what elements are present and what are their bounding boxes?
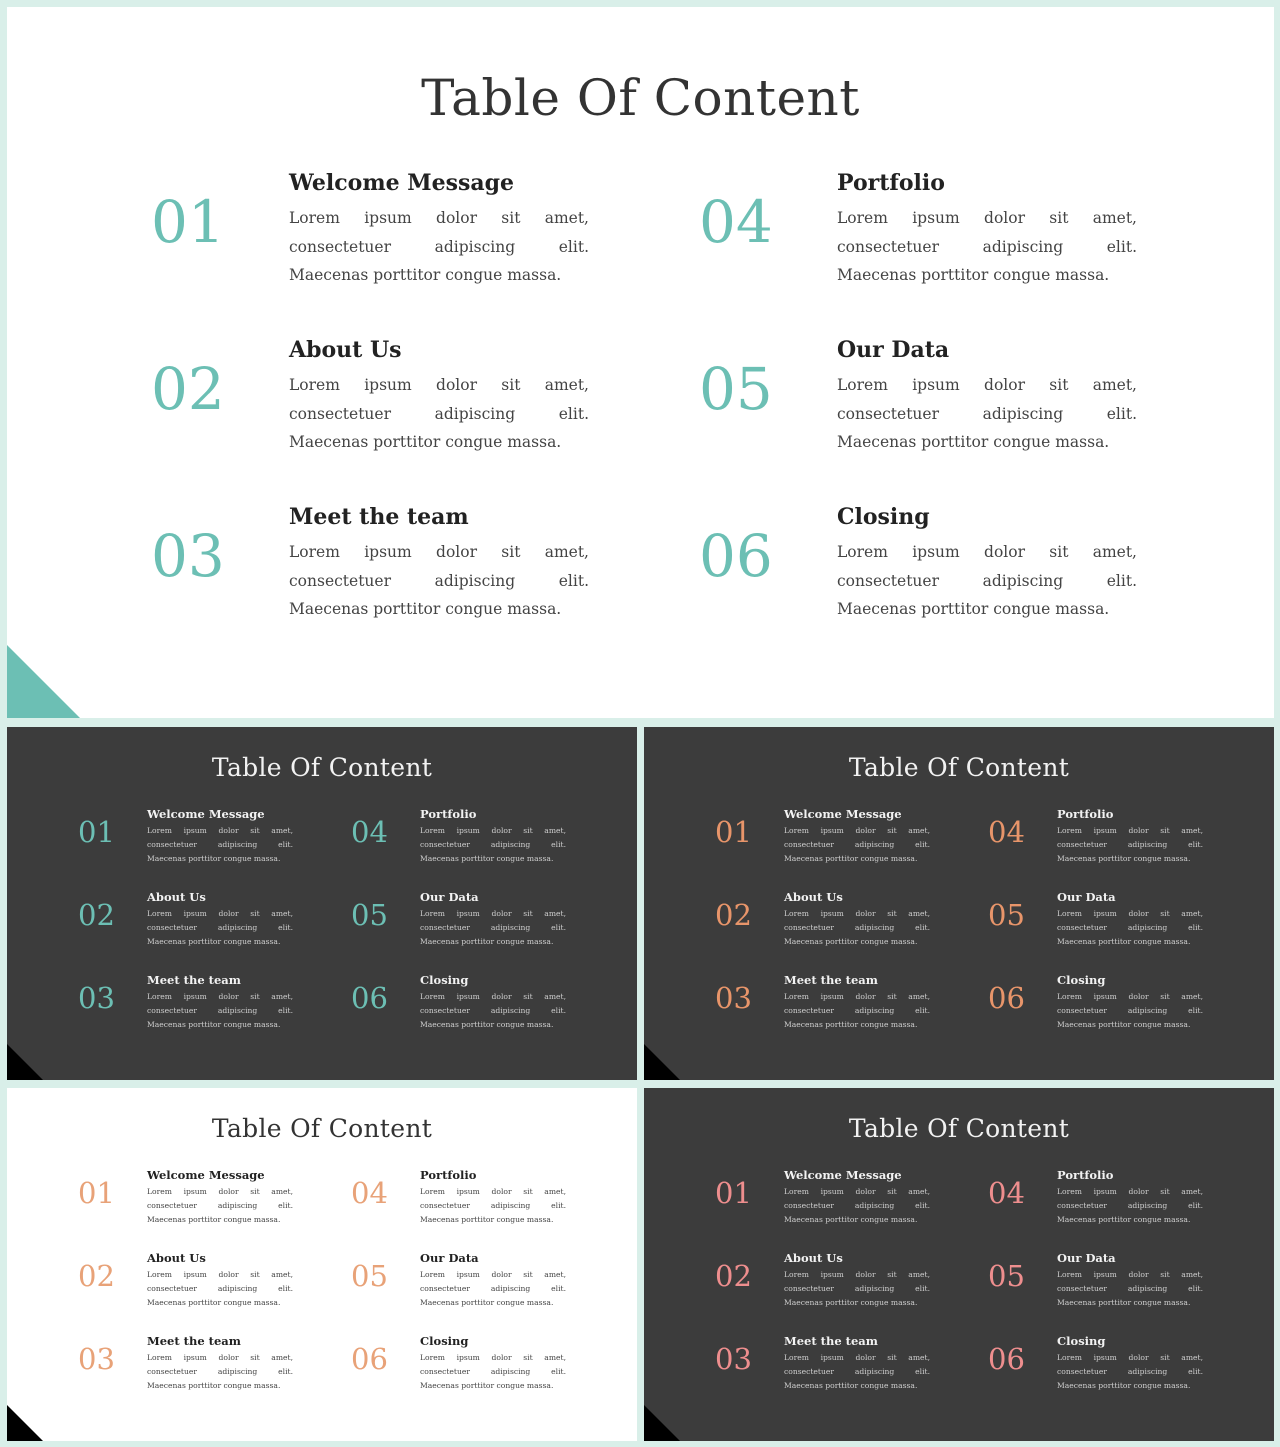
item-description: Lorem ipsum dolor sit amet, consectetuer adipiscing elit. Maecenas porttitor congue massa. [1057, 992, 1203, 1029]
slide-main [7, 7, 1274, 718]
item-description: Lorem ipsum dolor sit amet, consectetuer adipiscing elit. Maecenas porttitor congue massa. [420, 992, 566, 1029]
toc-item-2 [78, 890, 348, 960]
toc-item-5 [988, 1251, 1258, 1321]
item-heading: Portfolio [837, 170, 945, 196]
item-heading: Welcome Message [784, 1168, 902, 1182]
item-description: Lorem ipsum dolor sit amet, consectetuer adipiscing elit. Maecenas porttitor congue massa. [1057, 1187, 1203, 1224]
item-description: Lorem ipsum dolor sit amet, consectetuer adipiscing elit. Maecenas porttitor congue massa. [289, 209, 589, 284]
item-description: Lorem ipsum dolor sit amet, consectetuer adipiscing elit. Maecenas porttitor congue massa. [147, 1353, 293, 1390]
item-number: 04 [699, 188, 773, 256]
toc-item-6 [699, 504, 1219, 644]
item-number: 05 [988, 898, 1025, 932]
slide-dark-orange [644, 727, 1274, 1080]
corner-triangle-decoration [7, 1405, 43, 1441]
toc-item-1 [78, 807, 348, 877]
item-description: Lorem ipsum dolor sit amet, consectetuer adipiscing elit. Maecenas porttitor congue massa. [147, 1270, 293, 1307]
item-description: Lorem ipsum dolor sit amet, consectetuer adipiscing elit. Maecenas porttitor congue massa. [420, 1353, 566, 1390]
slide-title: Table Of Content [421, 69, 860, 127]
item-description: Lorem ipsum dolor sit amet, consectetuer adipiscing elit. Maecenas porttitor congue massa. [420, 1187, 566, 1224]
toc-item-4 [699, 170, 1219, 310]
item-number: 01 [715, 815, 752, 849]
item-number: 01 [78, 815, 115, 849]
corner-triangle-decoration [7, 645, 80, 718]
toc-item-4 [988, 1168, 1258, 1238]
item-number: 05 [351, 898, 388, 932]
slide-dark-teal [7, 727, 637, 1080]
item-description: Lorem ipsum dolor sit amet, consectetuer adipiscing elit. Maecenas porttitor congue massa. [1057, 826, 1203, 863]
toc-item-4 [988, 807, 1258, 877]
item-number: 06 [351, 981, 388, 1015]
item-heading: About Us [147, 1251, 206, 1265]
toc-item-5 [351, 1251, 621, 1321]
toc-item-1 [715, 807, 985, 877]
item-heading: Meet the team [147, 973, 241, 987]
toc-item-3 [78, 973, 348, 1043]
toc-item-3 [715, 973, 985, 1043]
item-heading: Closing [420, 1334, 469, 1348]
item-heading: About Us [784, 1251, 843, 1265]
item-number: 01 [715, 1176, 752, 1210]
item-number: 04 [351, 815, 388, 849]
item-number: 03 [715, 981, 752, 1015]
toc-item-6 [988, 1334, 1258, 1404]
item-number: 05 [351, 1259, 388, 1293]
item-number: 06 [351, 1342, 388, 1376]
item-heading: About Us [784, 890, 843, 904]
item-description: Lorem ipsum dolor sit amet, consectetuer adipiscing elit. Maecenas porttitor congue massa. [837, 376, 1137, 451]
item-heading: About Us [147, 890, 206, 904]
toc-item-3 [715, 1334, 985, 1404]
item-description: Lorem ipsum dolor sit amet, consectetuer adipiscing elit. Maecenas porttitor congue massa. [784, 1270, 930, 1307]
item-description: Lorem ipsum dolor sit amet, consectetuer adipiscing elit. Maecenas porttitor congue massa. [147, 992, 293, 1029]
item-description: Lorem ipsum dolor sit amet, consectetuer adipiscing elit. Maecenas porttitor congue massa. [289, 543, 589, 618]
item-description: Lorem ipsum dolor sit amet, consectetuer adipiscing elit. Maecenas porttitor congue massa. [420, 909, 566, 946]
item-description: Lorem ipsum dolor sit amet, consectetuer adipiscing elit. Maecenas porttitor congue massa. [1057, 1270, 1203, 1307]
item-heading: Meet the team [784, 973, 878, 987]
item-description: Lorem ipsum dolor sit amet, consectetuer adipiscing elit. Maecenas porttitor congue massa. [1057, 909, 1203, 946]
item-number: 02 [151, 355, 225, 423]
item-heading: Portfolio [420, 807, 477, 821]
item-heading: Closing [837, 504, 930, 530]
toc-item-5 [988, 890, 1258, 960]
item-heading: Welcome Message [147, 807, 265, 821]
corner-triangle-decoration [7, 1044, 43, 1080]
item-number: 06 [988, 1342, 1025, 1376]
item-heading: Meet the team [147, 1334, 241, 1348]
item-number: 04 [988, 1176, 1025, 1210]
item-heading: Meet the team [289, 504, 469, 530]
item-number: 06 [699, 522, 773, 590]
toc-item-6 [988, 973, 1258, 1043]
toc-item-1 [78, 1168, 348, 1238]
item-heading: Our Data [420, 890, 479, 904]
item-description: Lorem ipsum dolor sit amet, consectetuer adipiscing elit. Maecenas porttitor congue massa. [784, 1187, 930, 1224]
toc-item-1 [151, 170, 671, 310]
item-description: Lorem ipsum dolor sit amet, consectetuer adipiscing elit. Maecenas porttitor congue massa. [837, 209, 1137, 284]
toc-item-4 [351, 807, 621, 877]
slide-dark-pink [644, 1088, 1274, 1441]
item-heading: Welcome Message [784, 807, 902, 821]
toc-item-6 [351, 973, 621, 1043]
item-description: Lorem ipsum dolor sit amet, consectetuer adipiscing elit. Maecenas porttitor congue massa. [784, 992, 930, 1029]
item-number: 01 [78, 1176, 115, 1210]
item-number: 03 [715, 1342, 752, 1376]
item-heading: Closing [420, 973, 469, 987]
toc-item-2 [151, 337, 671, 477]
item-heading: Our Data [837, 337, 950, 363]
toc-item-6 [351, 1334, 621, 1404]
slide-title: Table Of Content [211, 753, 433, 782]
toc-item-1 [715, 1168, 985, 1238]
item-heading: Our Data [420, 1251, 479, 1265]
item-number: 02 [715, 1259, 752, 1293]
item-description: Lorem ipsum dolor sit amet, consectetuer adipiscing elit. Maecenas porttitor congue massa. [147, 826, 293, 863]
item-number: 02 [78, 898, 115, 932]
item-description: Lorem ipsum dolor sit amet, consectetuer adipiscing elit. Maecenas porttitor congue massa. [784, 909, 930, 946]
item-description: Lorem ipsum dolor sit amet, consectetuer adipiscing elit. Maecenas porttitor congue massa. [1057, 1353, 1203, 1390]
item-number: 03 [78, 981, 115, 1015]
toc-item-2 [78, 1251, 348, 1321]
item-number: 02 [715, 898, 752, 932]
item-heading: Meet the team [784, 1334, 878, 1348]
item-heading: Closing [1057, 1334, 1106, 1348]
item-heading: Portfolio [1057, 1168, 1114, 1182]
item-heading: Portfolio [420, 1168, 477, 1182]
item-number: 04 [351, 1176, 388, 1210]
item-number: 01 [151, 188, 225, 256]
slide-title: Table Of Content [848, 1114, 1070, 1143]
item-number: 04 [988, 815, 1025, 849]
toc-item-2 [715, 1251, 985, 1321]
item-description: Lorem ipsum dolor sit amet, consectetuer adipiscing elit. Maecenas porttitor congue massa. [784, 826, 930, 863]
item-number: 06 [988, 981, 1025, 1015]
item-heading: Closing [1057, 973, 1106, 987]
item-number: 05 [988, 1259, 1025, 1293]
slide-light-peach [7, 1088, 637, 1441]
item-description: Lorem ipsum dolor sit amet, consectetuer adipiscing elit. Maecenas porttitor congue massa. [289, 376, 589, 451]
item-description: Lorem ipsum dolor sit amet, consectetuer adipiscing elit. Maecenas porttitor congue massa. [147, 909, 293, 946]
item-number: 03 [78, 1342, 115, 1376]
item-description: Lorem ipsum dolor sit amet, consectetuer adipiscing elit. Maecenas porttitor congue massa. [147, 1187, 293, 1224]
item-description: Lorem ipsum dolor sit amet, consectetuer adipiscing elit. Maecenas porttitor congue massa. [420, 1270, 566, 1307]
toc-item-2 [715, 890, 985, 960]
toc-item-4 [351, 1168, 621, 1238]
item-heading: Our Data [1057, 890, 1116, 904]
item-heading: Our Data [1057, 1251, 1116, 1265]
slide-title: Table Of Content [848, 753, 1070, 782]
item-heading: Welcome Message [147, 1168, 265, 1182]
item-description: Lorem ipsum dolor sit amet, consectetuer adipiscing elit. Maecenas porttitor congue massa. [784, 1353, 930, 1390]
item-heading: About Us [289, 337, 402, 363]
item-number: 02 [78, 1259, 115, 1293]
item-number: 03 [151, 522, 225, 590]
item-description: Lorem ipsum dolor sit amet, consectetuer adipiscing elit. Maecenas porttitor congue massa. [837, 543, 1137, 618]
item-heading: Portfolio [1057, 807, 1114, 821]
item-heading: Welcome Message [289, 170, 515, 196]
toc-item-5 [351, 890, 621, 960]
item-description: Lorem ipsum dolor sit amet, consectetuer adipiscing elit. Maecenas porttitor congue massa. [420, 826, 566, 863]
corner-triangle-decoration [644, 1044, 680, 1080]
item-number: 05 [699, 355, 773, 423]
toc-item-3 [78, 1334, 348, 1404]
toc-item-3 [151, 504, 671, 644]
corner-triangle-decoration [644, 1405, 680, 1441]
toc-item-5 [699, 337, 1219, 477]
slide-title: Table Of Content [211, 1114, 433, 1143]
